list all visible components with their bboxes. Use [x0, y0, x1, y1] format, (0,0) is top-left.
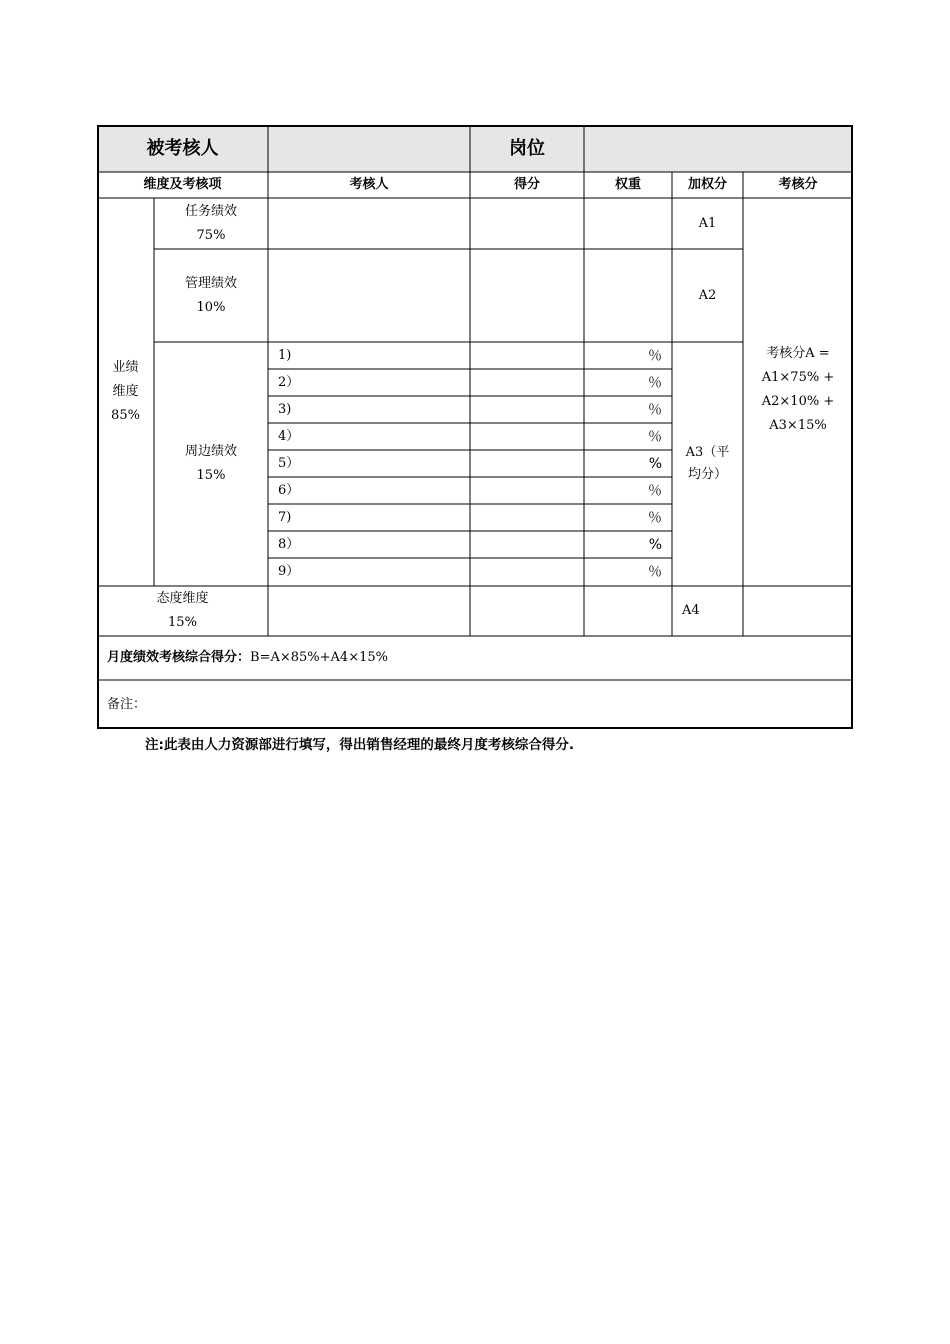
peripheral-performance-weighted: A3（平 均分） [685, 445, 730, 482]
final-score-formula: 考核分A = A1×75% + A2×10% + A3×15% [761, 346, 835, 433]
col-header-final: 考核分 [778, 177, 818, 192]
monthly-score-label: 月度绩效考核综合得分： [107, 650, 251, 665]
peripheral-item-weight[interactable]: ％ [648, 564, 662, 580]
performance-dimension-label: 业绩 维度 85% [111, 360, 140, 423]
col-header-weight: 权重 [614, 177, 641, 192]
peripheral-item-weight[interactable]: ％ [648, 482, 662, 499]
footnote: 注:此表由人力资源部进行填写，得出销售经理的最终月度考核综合得分. [145, 737, 575, 753]
peripheral-item-no: 2） [278, 374, 300, 390]
col-header-weighted: 加权分 [687, 177, 727, 192]
task-performance-label: 任务绩效 75% [184, 203, 237, 243]
attitude-dimension-label: 态度维度 15% [156, 591, 209, 630]
peripheral-item-no: 7) [278, 509, 292, 525]
monthly-score-formula: B=A×85%+A4×15% [250, 650, 388, 665]
col-header-score: 得分 [513, 177, 540, 192]
management-performance-weighted: A2 [698, 287, 717, 303]
peripheral-item-weight[interactable]: ％ [648, 509, 662, 526]
peripheral-performance-label: 周边绩效 15% [184, 444, 237, 483]
peripheral-item-weight[interactable]: % [648, 455, 662, 472]
appraisal-table [97, 125, 853, 729]
peripheral-item-weight[interactable]: ％ [648, 401, 662, 418]
position-label: 岗位 [470, 125, 584, 172]
remarks-label: 备注： [107, 696, 147, 712]
management-performance-label: 管理绩效 10% [184, 275, 237, 315]
peripheral-item-weight[interactable]: ％ [648, 347, 662, 364]
peripheral-item-weight[interactable]: % [648, 536, 662, 553]
peripheral-item-weight[interactable]: ％ [648, 428, 662, 445]
peripheral-item-no: 3) [278, 401, 292, 417]
col-header-dimension: 维度及考核项 [143, 177, 222, 192]
examinee-label: 被考核人 [97, 125, 268, 172]
examinee-field[interactable] [268, 125, 470, 172]
task-performance-weighted: A1 [698, 215, 717, 231]
peripheral-item-no: 8） [278, 536, 300, 552]
monthly-score-row [97, 636, 853, 680]
attitude-weighted: A4 [682, 603, 700, 618]
peripheral-item-no: 9） [278, 564, 300, 579]
peripheral-item-no: 5） [278, 455, 300, 471]
col-header-assessor: 考核人 [349, 177, 389, 192]
peripheral-item-no: 4） [278, 428, 300, 444]
position-field[interactable] [584, 125, 853, 172]
peripheral-item-no: 6） [278, 482, 300, 498]
peripheral-item-weight[interactable]: ％ [648, 374, 662, 391]
peripheral-item-no: 1) [278, 347, 292, 363]
